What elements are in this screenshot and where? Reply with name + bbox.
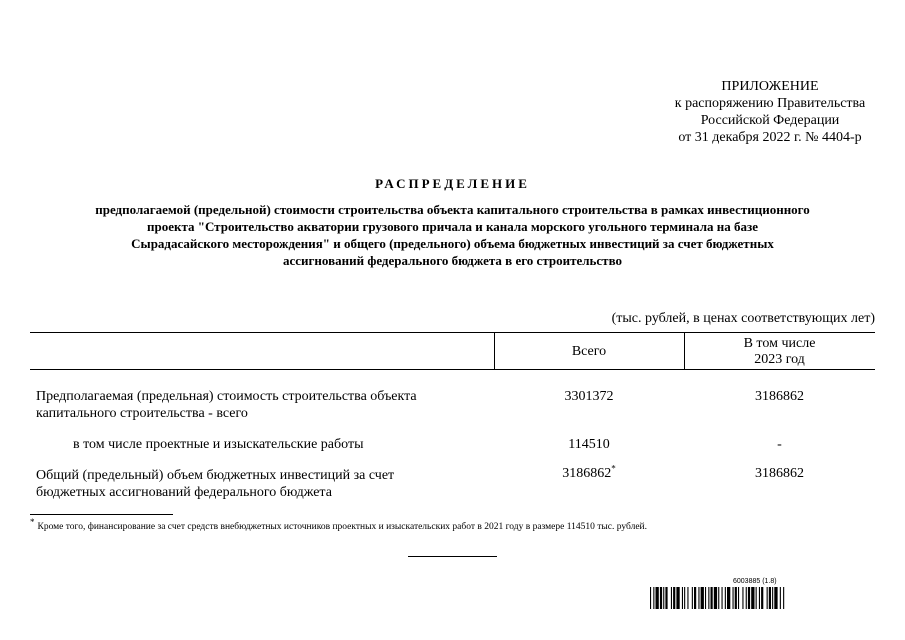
barcode-image [650, 587, 876, 609]
barcode-bar [725, 587, 726, 609]
barcode-bar [783, 587, 784, 609]
barcode-bar [735, 587, 737, 609]
column-header-year-line-1: В том числе [743, 336, 816, 351]
barcode-bar [656, 587, 659, 609]
barcode-bar [650, 587, 651, 609]
row-2-total: 114510 [568, 437, 610, 452]
appendix-title: ПРИЛОЖЕНИЕ [721, 79, 819, 94]
row-3-total [494, 465, 684, 482]
column-header-year [684, 336, 875, 368]
barcode-bar [722, 587, 723, 609]
row-1-total: 3301372 [564, 389, 614, 404]
table-row-label: в том числе проектные и изыскательские работы [73, 437, 364, 452]
barcode-bar [727, 587, 730, 609]
appendix-line-1: к распоряжению Правительства [674, 96, 866, 111]
footnote [30, 517, 648, 532]
table-row-label [36, 388, 417, 422]
appendix-date-number: от 31 декабря 2022 г. № 4404-р [678, 130, 862, 145]
row-3-total-footnote-mark: * [611, 463, 616, 474]
row-3-year: 3186862 [755, 466, 804, 481]
barcode-bar [748, 587, 750, 609]
subheading-line-4: ассигнований федерального бюджета в его строительство [282, 253, 622, 268]
barcode-bar [676, 587, 679, 609]
footnote-mark: * [30, 517, 35, 527]
barcode-bar [761, 587, 763, 609]
barcode-bar [665, 587, 667, 609]
appendix-line-2: Российской Федерации [700, 113, 840, 128]
appendix-block [640, 78, 900, 146]
barcode-bar [692, 587, 693, 609]
barcode-bar [698, 587, 699, 609]
barcode-bar [708, 587, 709, 609]
barcode-bar [711, 587, 713, 609]
barcode-bar [718, 587, 719, 609]
barcode-bar [684, 587, 685, 609]
barcode-bar [759, 587, 760, 609]
barcode-bar [746, 587, 747, 609]
barcode-bar [714, 587, 717, 609]
barcode-bar [767, 587, 768, 609]
row-1-label-line-1: Предполагаемая (предельная) стоимость строительства объекта [36, 389, 417, 404]
barcode-bar [756, 587, 757, 609]
units-note: (тыс. рублей, в ценах соответствующих лет) [611, 311, 875, 326]
barcode-number: 6003885 (1.8) [733, 578, 777, 585]
barcode-bar [694, 587, 696, 609]
subheading-line-2: проекта "Строительство акватории грузового причала и канала морского угольного терминала на базе [146, 219, 759, 234]
footnote-separator [30, 514, 173, 515]
barcode-bar [772, 587, 773, 609]
barcode-bar [671, 587, 672, 609]
subheading-line-3: Сырадасайского месторождения" и общего (предельного) объема бюджетных инвестиций за счет бюджетных [131, 236, 774, 251]
table-row-label [36, 467, 394, 501]
footnote-text: Кроме того, финансирование за счет средств внебюджетных источников проектных и изыскательских работ в 2021 году в размере 114510 тыс. рублей. [37, 522, 648, 532]
end-rule [408, 556, 497, 557]
barcode-bar [682, 587, 683, 609]
document-subheading [30, 201, 875, 269]
barcode-bar [774, 587, 777, 609]
row-1-label-line-2: капитального строительства - всего [36, 406, 248, 421]
barcode-bar [742, 587, 743, 609]
barcode-bar [705, 587, 706, 609]
table-header-bottom-border [30, 369, 875, 370]
document-heading: РАСПРЕДЕЛЕНИЕ [375, 176, 530, 191]
barcode-bar [733, 587, 734, 609]
barcode-bar [663, 587, 664, 609]
barcode-bar [780, 587, 781, 609]
row-3-label-line-2: бюджетных ассигнований федерального бюджета [36, 485, 332, 500]
row-2-year: - [777, 437, 782, 452]
barcode-bar [653, 587, 654, 609]
barcode-bar [751, 587, 754, 609]
table-top-border [30, 332, 875, 333]
barcode-bar [660, 587, 662, 609]
row-3-total-value: 3186862 [562, 466, 612, 481]
barcode-bar [673, 587, 675, 609]
row-3-label-line-1: Общий (предельный) объем бюджетных инвестиций за счет [36, 468, 395, 483]
column-header-year-line-2: 2023 год [754, 352, 805, 367]
row-1-year: 3186862 [755, 389, 804, 404]
barcode-bar [738, 587, 739, 609]
barcode-bar [701, 587, 704, 609]
barcode-bar [687, 587, 688, 609]
column-header-total: Всего [571, 344, 607, 359]
subheading-line-1: предполагаемой (предельной) стоимости строительства объекта капитального строительства в рамках инвестиционного [95, 202, 810, 217]
barcode-bar [769, 587, 771, 609]
